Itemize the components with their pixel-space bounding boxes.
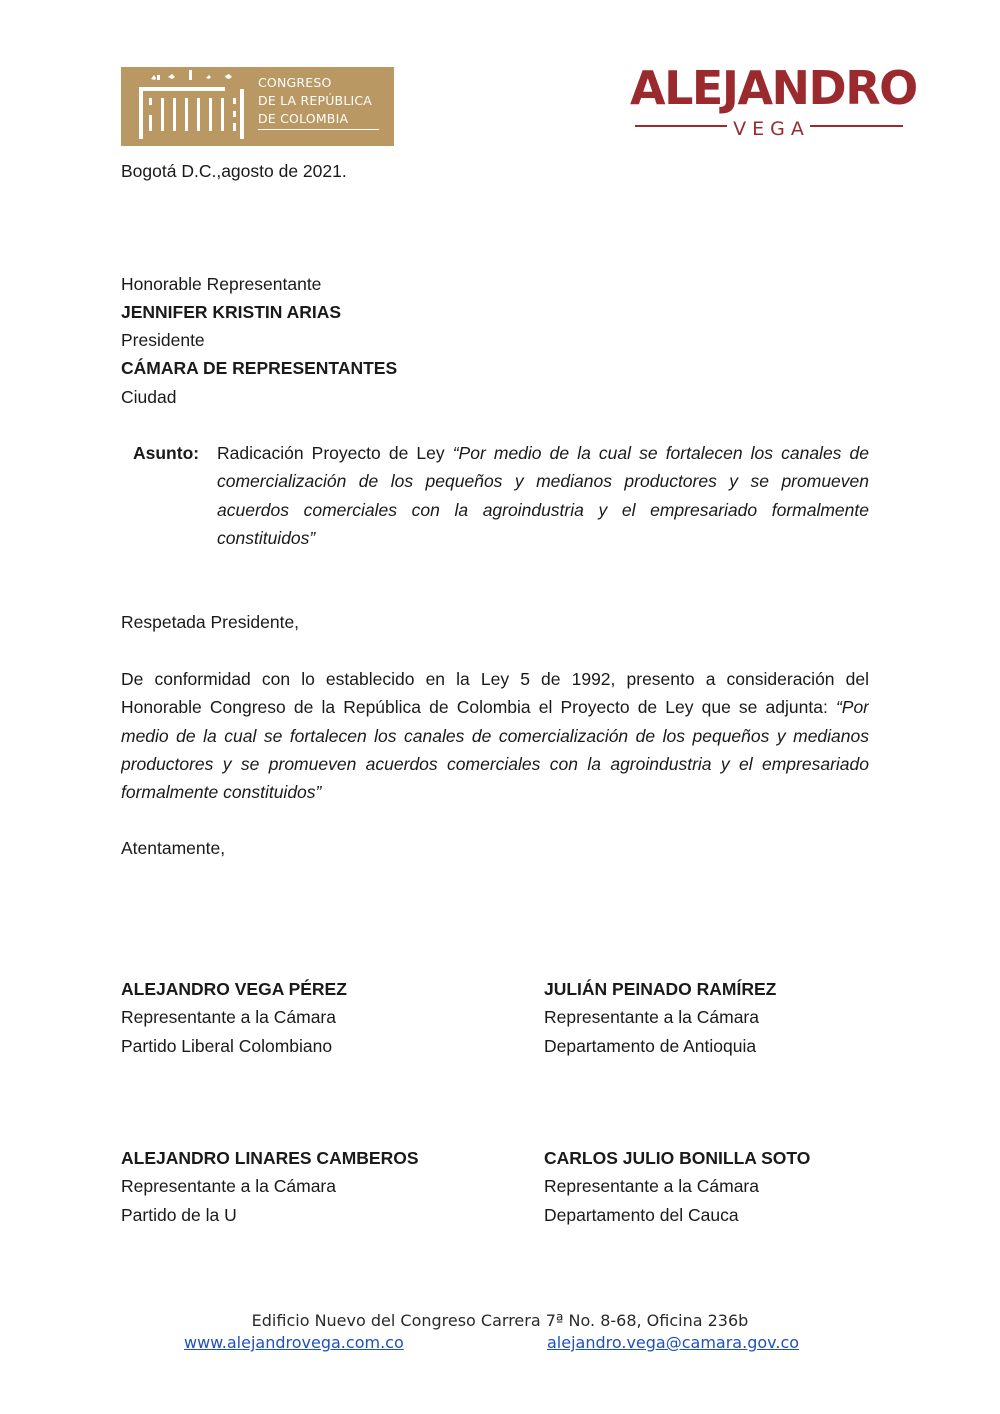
subject-line: Radicación Proyecto de Ley “Por medio de la cual se fortalecen los canales de: [217, 443, 869, 463]
logo-surname: VEGA: [733, 118, 810, 140]
congreso-logo-line: CONGRESO: [258, 75, 332, 90]
signature-block: [544, 1144, 810, 1229]
capitol-building-icon: [121, 67, 251, 146]
signer-name: ALEJANDRO LINARES CAMBEROS: [121, 1148, 419, 1168]
recipient-city: Ciudad: [121, 387, 177, 407]
signer-role: Representante a la Cámara: [544, 1176, 759, 1197]
logo-divider-left: [635, 125, 727, 127]
subject-text: [217, 439, 869, 552]
subject-line: comercialización de los pequeños y medianos productores y se promueven: [217, 471, 869, 492]
alejandro-vega-logo: [630, 61, 917, 148]
body-line: productores y se promueven acuerdos comerciales con la agroindustria y el empresariado: [121, 753, 869, 774]
signer-role: Representante a la Cámara: [121, 1176, 336, 1197]
greeting: Respetada Presidente,: [121, 612, 300, 632]
congreso-logo-rule: [258, 129, 379, 130]
recipient-title: Honorable Representante: [121, 274, 322, 294]
subject-line: constituidos”: [217, 527, 316, 548]
congreso-logo: [121, 67, 394, 146]
signer-affiliation: Partido de la U: [121, 1204, 237, 1225]
body-line: medio de la cual se fortalecen los canales de comercialización de los pequeños y medianos: [121, 725, 869, 746]
body-paragraph: [121, 665, 869, 806]
congreso-logo-text: [258, 74, 386, 128]
website-link[interactable]: www.alejandrovega.com.co: [184, 1333, 404, 1352]
recipient-institution: CÁMARA DE REPRESENTANTES: [121, 358, 398, 378]
signer-name: ALEJANDRO VEGA PÉREZ: [121, 979, 347, 999]
signer-affiliation: Partido Liberal Colombiano: [121, 1035, 333, 1056]
signer-role: Representante a la Cámara: [121, 1007, 336, 1028]
recipient-name: JENNIFER KRISTIN ARIAS: [121, 302, 342, 322]
logo-name: ALEJANDRO: [630, 61, 917, 115]
signature-block: [121, 975, 347, 1060]
recipient-role: Presidente: [121, 330, 205, 350]
signer-affiliation: Departamento de Antioquia: [544, 1035, 757, 1056]
signer-role: Representante a la Cámara: [544, 1007, 759, 1028]
subject-label: Asunto:: [133, 443, 200, 463]
footer-address: Edificio Nuevo del Congreso Carrera 7ª No. 8-68, Oficina 236b: [251, 1311, 749, 1330]
place-date: Bogotá D.C.,agosto de 2021.: [121, 161, 347, 181]
body-line: formalmente constituidos”: [121, 782, 322, 803]
signature-block: [544, 975, 776, 1060]
closing: Atentamente,: [121, 838, 226, 858]
signer-name: JULIÁN PEINADO RAMÍREZ: [544, 979, 777, 999]
subject-line: acuerdos comerciales con la agroindustria y el empresariado formalmente: [217, 499, 869, 520]
signature-block: [121, 1144, 419, 1229]
body-line: De conformidad con lo establecido en la Ley 5 de 1992, presento a consideración del: [121, 669, 869, 689]
signer-affiliation: Departamento del Cauca: [544, 1204, 739, 1225]
email-link[interactable]: alejandro.vega@camara.gov.co: [547, 1333, 800, 1352]
signer-name: CARLOS JULIO BONILLA SOTO: [544, 1148, 811, 1168]
congreso-logo-line: DE COLOMBIA: [258, 111, 349, 126]
body-line: Honorable Congreso de la República de Colombia el Proyecto de Ley que se adjunta: “Por: [121, 697, 869, 718]
logo-divider-right: [810, 125, 903, 127]
congreso-logo-line: DE LA REPÚBLICA: [258, 93, 373, 108]
